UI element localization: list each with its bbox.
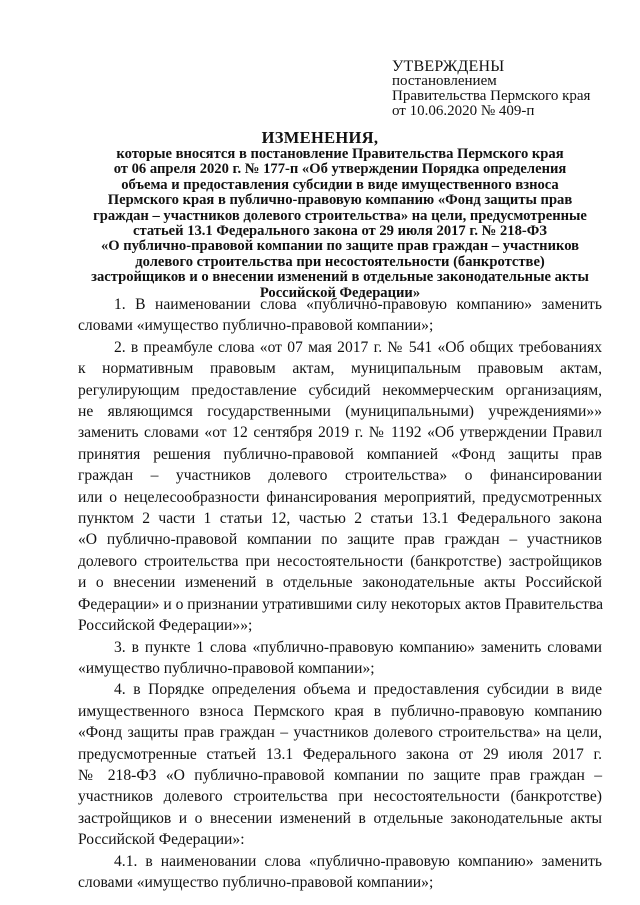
paragraph-line: заменить словами «от 12 сентября 2019 г. № 1192 «Об утверждении Правил	[78, 424, 602, 442]
subtitle-line: Пермского края в публично-правовую компанию «Фонд защиты прав	[107, 192, 573, 209]
document-subtitle	[70, 147, 610, 301]
paragraph-line: или о нецелесообразности финансирования мероприятий, предусмотренных	[78, 488, 602, 506]
paragraph-line: 4.1. в наименовании слова «публично-правовую компанию» заменить	[114, 852, 602, 870]
paragraph-line: участников долевого строительства при несостоятельности (банкротстве)	[78, 788, 602, 806]
paragraph-2	[78, 337, 602, 637]
paragraph-line: имущественного взноса Пермского края в публично-правовую компанию	[78, 702, 602, 720]
document-title: ИЗМЕНЕНИЯ,	[261, 128, 379, 147]
paragraph-line: «О публично-правовой компании по защите прав граждан – участников	[78, 531, 602, 549]
paragraph-line: «имущество публично-правовой компании»;	[78, 659, 375, 677]
approval-line: Правительства Пермского края	[392, 88, 591, 104]
subtitle-line: статьей 13.1 Федерального закона от 29 июля 2017 г. № 218-ФЗ	[133, 223, 547, 240]
paragraph-line: к нормативным правовым актам, муниципальным правовым актам,	[78, 360, 602, 378]
paragraph-line: 2. в преамбуле слова «от 07 мая 2017 г. № 541 «Об общих требованиях	[114, 338, 602, 356]
subtitle-line: граждан – участников долевого строительства» на цели, предусмотренные	[93, 207, 587, 224]
paragraph-line: Российской Федерации»:	[78, 831, 245, 849]
paragraph-line: «Фонд защиты прав граждан – участников долевого строительства» на цели,	[78, 724, 602, 742]
paragraph-line: 4. в Порядке определения объема и предоставления субсидии в виде	[114, 681, 602, 699]
paragraph-4	[78, 679, 602, 850]
paragraph-line: граждан – участников долевого строительства» о финансировании	[78, 467, 602, 485]
subtitle-line: Российской Федерации»	[259, 284, 421, 301]
paragraph-line: не являющимся государственными (муниципальными) учреждениями»»	[78, 403, 602, 421]
subtitle-line: долевого строительства при несостоятельности (банкротстве)	[135, 253, 545, 270]
paragraph-line: № 218-ФЗ «О публично-правовой компании по защите прав граждан –	[78, 766, 602, 784]
subtitle-line: которые вносятся в постановление Правительства Пермского края	[116, 146, 564, 162]
paragraph-line: застройщиков и о внесении изменений в отдельные законодательные акты	[78, 809, 602, 827]
paragraph-3	[78, 637, 602, 680]
paragraph-line: словами «имущество публично-правовой компании»;	[78, 873, 434, 891]
paragraph-line: принятия решения публично-правовой компанией «Фонд защиты прав	[78, 445, 602, 463]
paragraph-line: регулирующим предоставление субсидий некоммерческим организациям,	[78, 381, 602, 399]
document-body	[78, 294, 602, 893]
paragraph-line: словами «имущество публично-правовой компании»;	[78, 317, 434, 335]
paragraph-line: и о внесении изменений в отдельные законодательные акты Российской	[78, 574, 602, 592]
approval-block	[392, 59, 632, 119]
approval-line: от 10.06.2020 № 409-п	[392, 103, 535, 119]
paragraph-line: Федерации» и о признании утратившими силу некоторых актов Правительства	[78, 595, 604, 613]
subtitle-line: от 06 апреля 2020 г. № 177-п «Об утверждении Порядка определения	[113, 161, 567, 178]
subtitle-line: «О публично-правовой компании по защите прав граждан – участников	[100, 238, 580, 255]
paragraph-line: Российской Федерации»»;	[78, 617, 253, 635]
approval-line: постановлением	[392, 73, 497, 89]
paragraph-line: долевого строительства при несостоятельности (банкротстве) застройщиков	[78, 552, 602, 570]
paragraph-1	[78, 294, 602, 337]
subtitle-line: застройщиков и о внесении изменений в отдельные законодательные акты	[91, 269, 589, 286]
paragraph-4-1	[78, 851, 602, 894]
paragraph-line: пунктом 2 части 1 статьи 12, частью 2 статьи 13.1 Федерального закона	[78, 510, 602, 528]
paragraph-line: предусмотренные статьей 13.1 Федерального закона от 29 июля 2017 г.	[78, 745, 602, 763]
approval-heading: УТВЕРЖДЕНЫ	[392, 58, 505, 75]
paragraph-line: 1. В наименовании слова «публично-правовую компанию» заменить	[114, 296, 602, 313]
paragraph-line: 3. в пункте 1 слова «публично-правовую компанию» заменить словами	[114, 638, 602, 656]
subtitle-line: объема и предоставления субсидии в виде имущественного взноса	[121, 176, 559, 193]
